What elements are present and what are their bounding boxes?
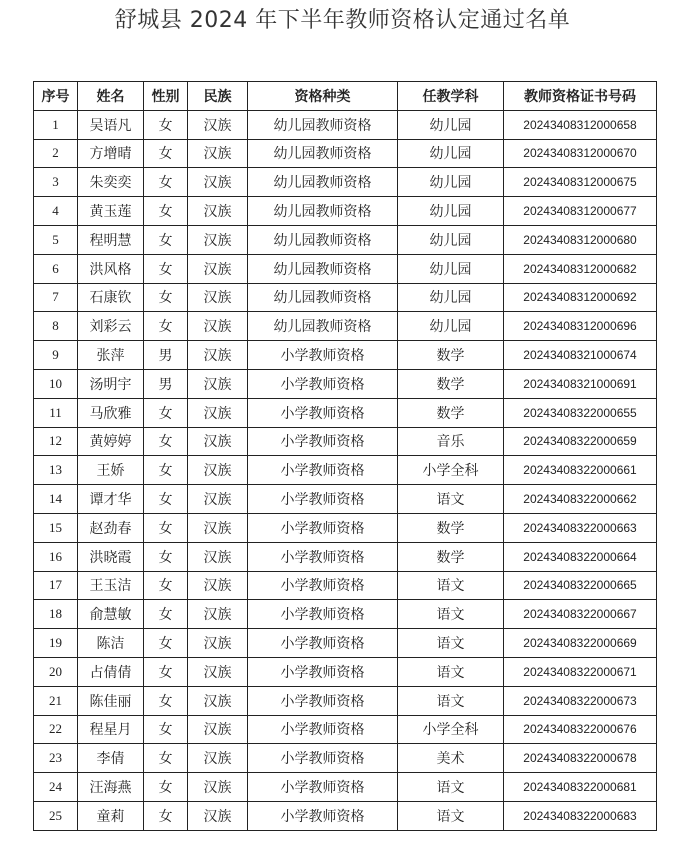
cell-qualification-type: 小学教师资格: [248, 369, 398, 398]
cell-qualification-type: 幼儿园教师资格: [248, 312, 398, 341]
cell-index: 18: [34, 600, 78, 629]
cell-gender: 女: [144, 513, 188, 542]
cell-subject: 美术: [398, 744, 504, 773]
cell-gender: 男: [144, 369, 188, 398]
cell-certificate-number: 20243408322000655: [504, 398, 657, 427]
table-row: [34, 801, 657, 830]
cell-ethnicity: 汉族: [188, 456, 248, 485]
cell-qualification-type: 小学教师资格: [248, 542, 398, 571]
cell-index: 12: [34, 427, 78, 456]
cell-gender: 女: [144, 485, 188, 514]
cell-certificate-number: 20243408322000683: [504, 801, 657, 830]
cell-subject: 语文: [398, 571, 504, 600]
cell-qualification-type: 小学教师资格: [248, 657, 398, 686]
cell-gender: 女: [144, 225, 188, 254]
cell-qualification-type: 小学教师资格: [248, 341, 398, 370]
cell-subject: 小学全科: [398, 715, 504, 744]
table-row: [34, 715, 657, 744]
header-certificate-number: 教师资格证书号码: [504, 82, 657, 111]
cell-subject: 幼儿园: [398, 225, 504, 254]
cell-name: 俞慧敏: [78, 600, 144, 629]
cell-certificate-number: 20243408312000677: [504, 197, 657, 226]
cell-subject: 语文: [398, 485, 504, 514]
cell-name: 童莉: [78, 801, 144, 830]
table-row: [34, 629, 657, 658]
table-row: [34, 110, 657, 139]
cell-index: 13: [34, 456, 78, 485]
cell-name: 陈佳丽: [78, 686, 144, 715]
cell-gender: 女: [144, 542, 188, 571]
table-header-row: [34, 82, 657, 111]
cell-qualification-type: 幼儿园教师资格: [248, 197, 398, 226]
header-gender: 性别: [144, 82, 188, 111]
cell-subject: 数学: [398, 513, 504, 542]
cell-ethnicity: 汉族: [188, 744, 248, 773]
cell-gender: 女: [144, 801, 188, 830]
table-row: [34, 283, 657, 312]
cell-name: 赵劲春: [78, 513, 144, 542]
cell-certificate-number: 20243408322000673: [504, 686, 657, 715]
cell-index: 14: [34, 485, 78, 514]
cell-gender: 女: [144, 197, 188, 226]
cell-gender: 女: [144, 571, 188, 600]
cell-certificate-number: 20243408322000678: [504, 744, 657, 773]
cell-name: 马欣雅: [78, 398, 144, 427]
cell-ethnicity: 汉族: [188, 542, 248, 571]
cell-ethnicity: 汉族: [188, 571, 248, 600]
table-row: [34, 369, 657, 398]
cell-qualification-type: 幼儿园教师资格: [248, 283, 398, 312]
cell-name: 程明慧: [78, 225, 144, 254]
cell-gender: 女: [144, 110, 188, 139]
cell-ethnicity: 汉族: [188, 254, 248, 283]
cell-ethnicity: 汉族: [188, 686, 248, 715]
cell-index: 25: [34, 801, 78, 830]
cell-ethnicity: 汉族: [188, 773, 248, 802]
cell-gender: 女: [144, 773, 188, 802]
cell-subject: 数学: [398, 398, 504, 427]
cell-index: 20: [34, 657, 78, 686]
cell-index: 10: [34, 369, 78, 398]
header-ethnicity: 民族: [188, 82, 248, 111]
cell-subject: 数学: [398, 341, 504, 370]
cell-gender: 女: [144, 254, 188, 283]
cell-index: 2: [34, 139, 78, 168]
cell-gender: 女: [144, 629, 188, 658]
cell-gender: 女: [144, 283, 188, 312]
table-row: [34, 456, 657, 485]
cell-ethnicity: 汉族: [188, 629, 248, 658]
cell-subject: 语文: [398, 600, 504, 629]
cell-index: 9: [34, 341, 78, 370]
cell-qualification-type: 幼儿园教师资格: [248, 168, 398, 197]
cell-gender: 女: [144, 312, 188, 341]
cell-certificate-number: 20243408322000661: [504, 456, 657, 485]
table-row: [34, 312, 657, 341]
cell-index: 5: [34, 225, 78, 254]
cell-qualification-type: 小学教师资格: [248, 398, 398, 427]
cell-certificate-number: 20243408312000692: [504, 283, 657, 312]
cell-index: 24: [34, 773, 78, 802]
cell-name: 王玉洁: [78, 571, 144, 600]
cell-index: 3: [34, 168, 78, 197]
cell-gender: 女: [144, 168, 188, 197]
cell-gender: 女: [144, 398, 188, 427]
header-qualification-type: 资格种类: [248, 82, 398, 111]
table-row: [34, 571, 657, 600]
cell-index: 6: [34, 254, 78, 283]
cell-qualification-type: 小学教师资格: [248, 686, 398, 715]
cell-certificate-number: 20243408322000667: [504, 600, 657, 629]
cell-qualification-type: 小学教师资格: [248, 513, 398, 542]
cell-name: 汤明宇: [78, 369, 144, 398]
cell-index: 19: [34, 629, 78, 658]
cell-certificate-number: 20243408322000669: [504, 629, 657, 658]
cell-name: 朱奕奕: [78, 168, 144, 197]
cell-gender: 女: [144, 686, 188, 715]
cell-ethnicity: 汉族: [188, 197, 248, 226]
cell-gender: 女: [144, 139, 188, 168]
page-title: 舒城县 2024 年下半年教师资格认定通过名单: [114, 8, 571, 33]
header-name: 姓名: [78, 82, 144, 111]
cell-gender: 女: [144, 456, 188, 485]
table-row: [34, 139, 657, 168]
cell-subject: 幼儿园: [398, 139, 504, 168]
cell-certificate-number: 20243408312000670: [504, 139, 657, 168]
cell-index: 8: [34, 312, 78, 341]
table-row: [34, 513, 657, 542]
cell-ethnicity: 汉族: [188, 312, 248, 341]
cell-ethnicity: 汉族: [188, 600, 248, 629]
cell-certificate-number: 20243408322000663: [504, 513, 657, 542]
cell-name: 陈洁: [78, 629, 144, 658]
table-row: [34, 254, 657, 283]
table-row: [34, 225, 657, 254]
cell-qualification-type: 小学教师资格: [248, 715, 398, 744]
cell-qualification-type: 小学教师资格: [248, 456, 398, 485]
table-row: [34, 657, 657, 686]
cell-subject: 语文: [398, 686, 504, 715]
cell-ethnicity: 汉族: [188, 398, 248, 427]
table-row: [34, 686, 657, 715]
table-row: [34, 341, 657, 370]
cell-qualification-type: 小学教师资格: [248, 571, 398, 600]
cell-gender: 女: [144, 657, 188, 686]
cell-certificate-number: 20243408312000680: [504, 225, 657, 254]
cell-index: 23: [34, 744, 78, 773]
cell-gender: 女: [144, 427, 188, 456]
cell-subject: 语文: [398, 629, 504, 658]
cell-subject: 幼儿园: [398, 168, 504, 197]
table-row: [34, 773, 657, 802]
cell-certificate-number: 20243408322000659: [504, 427, 657, 456]
table-row: [34, 485, 657, 514]
cell-name: 王娇: [78, 456, 144, 485]
cell-ethnicity: 汉族: [188, 283, 248, 312]
cell-ethnicity: 汉族: [188, 485, 248, 514]
cell-name: 张萍: [78, 341, 144, 370]
cell-ethnicity: 汉族: [188, 139, 248, 168]
cell-certificate-number: 20243408312000675: [504, 168, 657, 197]
cell-qualification-type: 小学教师资格: [248, 629, 398, 658]
cell-name: 李倩: [78, 744, 144, 773]
cell-qualification-type: 幼儿园教师资格: [248, 225, 398, 254]
cell-gender: 女: [144, 744, 188, 773]
cell-gender: 男: [144, 341, 188, 370]
cell-ethnicity: 汉族: [188, 225, 248, 254]
cell-certificate-number: 20243408312000696: [504, 312, 657, 341]
header-subject: 任教学科: [398, 82, 504, 111]
cell-ethnicity: 汉族: [188, 369, 248, 398]
cell-qualification-type: 小学教师资格: [248, 773, 398, 802]
cell-qualification-type: 小学教师资格: [248, 801, 398, 830]
cell-ethnicity: 汉族: [188, 715, 248, 744]
cell-index: 7: [34, 283, 78, 312]
cell-index: 11: [34, 398, 78, 427]
cell-subject: 幼儿园: [398, 254, 504, 283]
cell-qualification-type: 小学教师资格: [248, 485, 398, 514]
cell-certificate-number: 20243408322000676: [504, 715, 657, 744]
cell-index: 15: [34, 513, 78, 542]
cell-name: 汪海燕: [78, 773, 144, 802]
cell-certificate-number: 20243408312000682: [504, 254, 657, 283]
cell-ethnicity: 汉族: [188, 801, 248, 830]
cell-certificate-number: 20243408321000674: [504, 341, 657, 370]
cell-subject: 数学: [398, 369, 504, 398]
cell-index: 17: [34, 571, 78, 600]
cell-subject: 语文: [398, 773, 504, 802]
cell-name: 占倩倩: [78, 657, 144, 686]
cell-gender: 女: [144, 715, 188, 744]
cell-ethnicity: 汉族: [188, 168, 248, 197]
cell-name: 吴语凡: [78, 110, 144, 139]
cell-subject: 小学全科: [398, 456, 504, 485]
cell-name: 谭才华: [78, 485, 144, 514]
cell-certificate-number: 20243408322000681: [504, 773, 657, 802]
table-body: [34, 110, 657, 830]
cell-qualification-type: 小学教师资格: [248, 427, 398, 456]
cell-name: 黄玉莲: [78, 197, 144, 226]
cell-certificate-number: 20243408322000671: [504, 657, 657, 686]
cell-index: 1: [34, 110, 78, 139]
cell-name: 洪晓霞: [78, 542, 144, 571]
cell-certificate-number: 20243408322000662: [504, 485, 657, 514]
cell-qualification-type: 幼儿园教师资格: [248, 139, 398, 168]
cell-gender: 女: [144, 600, 188, 629]
cell-qualification-type: 幼儿园教师资格: [248, 110, 398, 139]
table-row: [34, 427, 657, 456]
teacher-list-table: [33, 81, 657, 831]
table-row: [34, 744, 657, 773]
cell-ethnicity: 汉族: [188, 110, 248, 139]
cell-subject: 数学: [398, 542, 504, 571]
cell-certificate-number: 20243408322000665: [504, 571, 657, 600]
table-row: [34, 600, 657, 629]
cell-subject: 幼儿园: [398, 312, 504, 341]
cell-index: 4: [34, 197, 78, 226]
cell-ethnicity: 汉族: [188, 657, 248, 686]
cell-subject: 语文: [398, 657, 504, 686]
cell-qualification-type: 幼儿园教师资格: [248, 254, 398, 283]
cell-certificate-number: 20243408322000664: [504, 542, 657, 571]
cell-name: 刘彩云: [78, 312, 144, 341]
cell-name: 洪风格: [78, 254, 144, 283]
table-row: [34, 542, 657, 571]
table-row: [34, 197, 657, 226]
cell-qualification-type: 小学教师资格: [248, 600, 398, 629]
cell-subject: 幼儿园: [398, 110, 504, 139]
cell-index: 22: [34, 715, 78, 744]
cell-index: 21: [34, 686, 78, 715]
cell-index: 16: [34, 542, 78, 571]
cell-name: 方增晴: [78, 139, 144, 168]
table-row: [34, 168, 657, 197]
cell-ethnicity: 汉族: [188, 427, 248, 456]
cell-subject: 语文: [398, 801, 504, 830]
cell-ethnicity: 汉族: [188, 341, 248, 370]
cell-subject: 幼儿园: [398, 283, 504, 312]
header-index: 序号: [34, 82, 78, 111]
cell-certificate-number: 20243408312000658: [504, 110, 657, 139]
cell-ethnicity: 汉族: [188, 513, 248, 542]
cell-name: 石康钦: [78, 283, 144, 312]
cell-certificate-number: 20243408321000691: [504, 369, 657, 398]
table-row: [34, 398, 657, 427]
cell-name: 程星月: [78, 715, 144, 744]
cell-qualification-type: 小学教师资格: [248, 744, 398, 773]
cell-name: 黄婷婷: [78, 427, 144, 456]
cell-subject: 幼儿园: [398, 197, 504, 226]
cell-subject: 音乐: [398, 427, 504, 456]
